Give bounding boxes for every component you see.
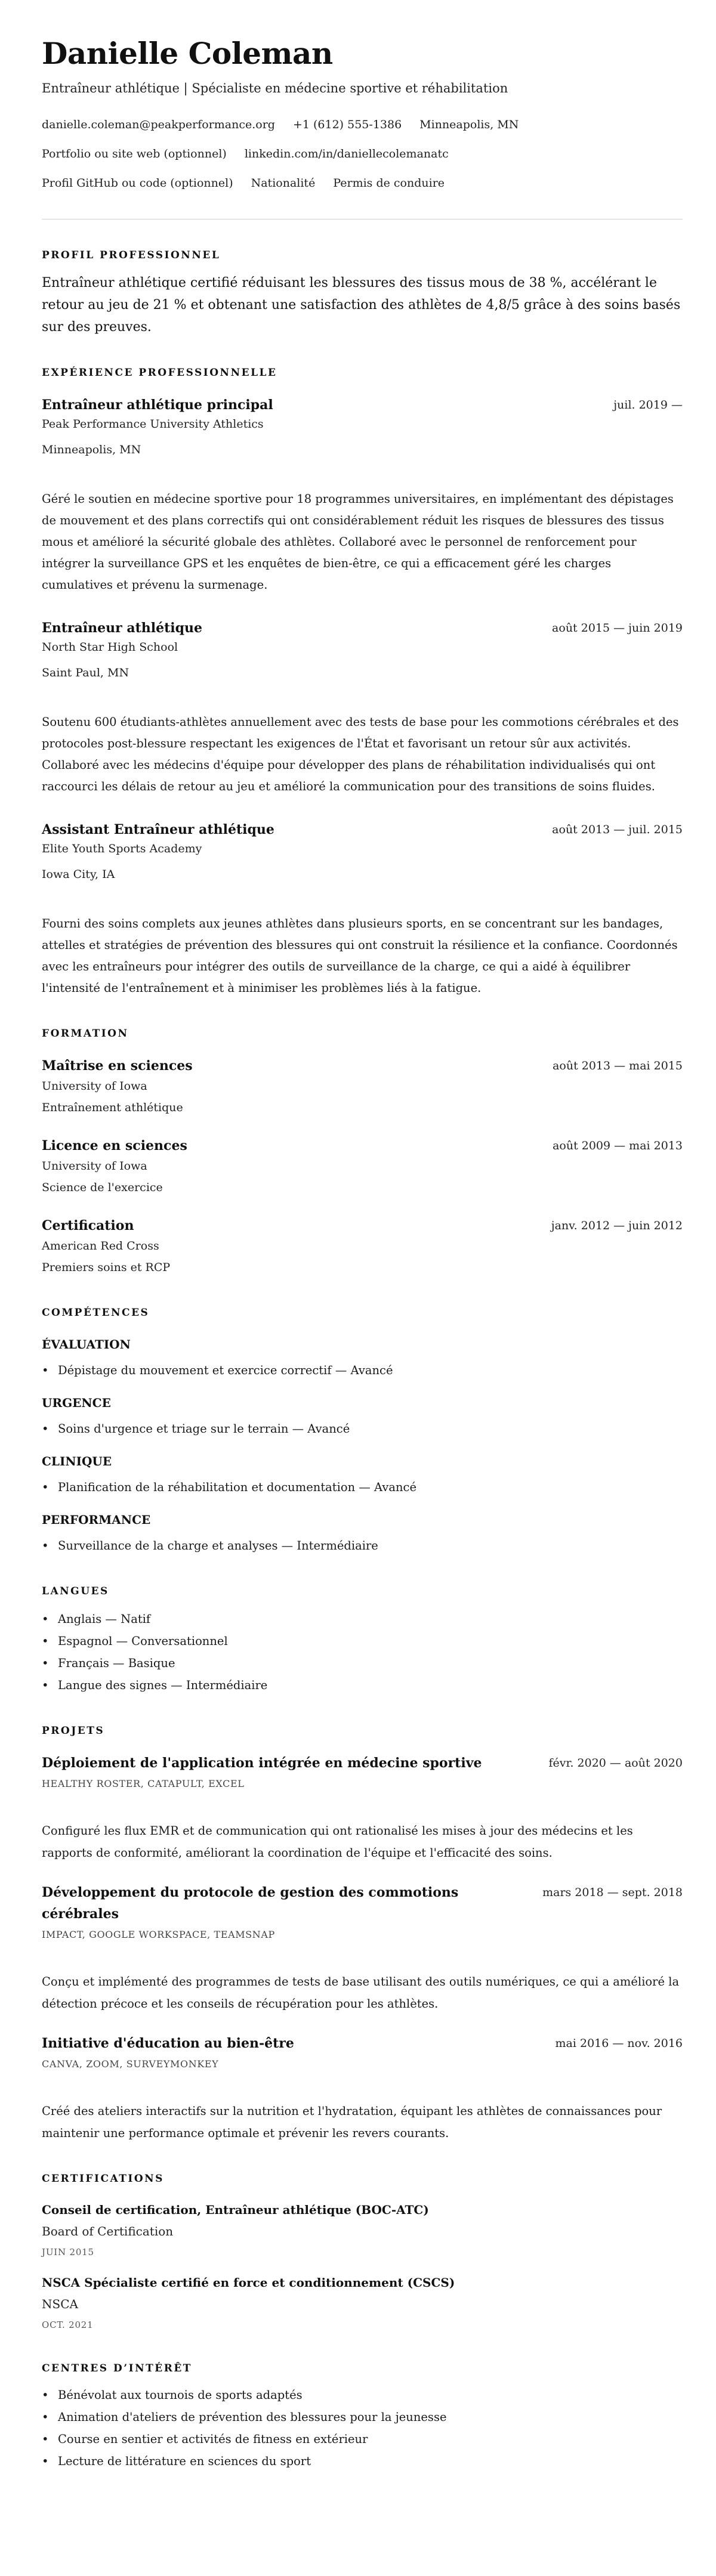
project-title: Initiative d'éducation au bien-être [42,2036,294,2051]
project-entry [42,1752,683,1864]
contact-info [42,117,683,190]
driving-license: Permis de conduire [333,177,445,190]
skill-item: • Planification de la réhabilitation et documentation — Avancé [42,1477,683,1498]
certification-entry [42,2274,683,2334]
job-entry [42,395,683,596]
certification-title: NSCA Spécialiste certifié en force et conditionnement (CSCS) [42,2275,455,2290]
company-name: Elite Youth Sports Academy [42,842,202,855]
interest-item: • Lecture de littérature en sciences du sport [42,2450,683,2472]
section-heading: PROJETS [42,1725,105,1737]
certification-title: Conseil de certification, Entraîneur athlétique (BOC-ATC) [42,2203,429,2217]
summary-text: Entraîneur athlétique certifié réduisant les blessures des tissus mous de 38 %, accélérant le retour au jeu de 21 % et obtenant une satisfaction des athlètes de 4,8/5 grâce à des soins basés sur des preuves. [42,276,681,335]
project-dates: mars 2018 — sept. 2018 [542,1886,683,1899]
degree: Maîtrise en sciences [42,1058,193,1074]
job-dates: août 2015 — juin 2019 [552,621,683,635]
project-tools: CANVA, ZOOM, SURVEYMONKEY [42,2058,219,2070]
location: Minneapolis, MN [419,118,519,131]
job-location: Iowa City, IA [42,868,115,881]
section-heading: CERTIFICATIONS [42,2173,164,2185]
candidate-headline: Entraîneur athlétique | Spécialiste en médecine sportive et réhabilitation [42,81,508,95]
field-of-study: Entraînement athlétique [42,1101,183,1114]
section-heading: FORMATION [42,1028,129,1040]
certification-date: JUIN 2015 [42,2247,94,2258]
certification-issuer: NSCA [42,2297,78,2311]
email-link[interactable]: danielle.coleman@peakperformance.org [42,118,275,131]
field-of-study: Science de l'exercice [42,1181,163,1194]
skill-item: • Surveillance de la charge et analyses — Intermédiaire [42,1535,683,1557]
project-title: Déploiement de l'application intégrée en médecine sportive [42,1755,482,1771]
education-entry [42,1136,683,1198]
skill-group-title: URGENCE [42,1396,111,1410]
project-tools: IMPACT, GOOGLE WORKSPACE, TEAMSNAP [42,1929,275,1940]
job-title: Entraîneur athlétique [42,620,203,636]
skill-list [42,1535,683,1557]
language-item: • Espagnol — Conversationnel [42,1630,683,1652]
project-entry [42,2033,683,2144]
language-item: • Langue des signes — Intermédiaire [42,1674,683,1696]
school: University of Iowa [42,1080,147,1093]
interests-section [42,2362,683,2472]
project-tools: HEALTHY ROSTER, CATAPULT, EXCEL [42,1778,245,1789]
education-entry [42,1216,683,1278]
project-description: Conçu et implémenté des programmes de tests de base utilisant des outils numériques, ce qui a amélioré la détection précoce et les conseils de récupération pour les athlètes. [42,1975,680,2011]
section-heading: LANGUES [42,1585,109,1597]
projects-section [42,1725,683,2144]
interest-item: • Animation d'ateliers de prévention des blessures pour la jeunesse [42,2406,683,2428]
interests-list [42,2384,683,2472]
interest-item: • Bénévolat aux tournois de sports adaptés [42,2384,683,2406]
skill-group-title: CLINIQUE [42,1454,112,1468]
project-dates: févr. 2020 — août 2020 [548,1756,683,1770]
job-description: Géré le soutien en médecine sportive pour 18 programmes universitaires, en implémentant des dépistages de mouvement et des plans correctifs qui ont considérablement réduit les risques de blessures des tissus mous et amélioré la sécurité globale des athlètes. Collaboré avec le personnel de renforcement pour intégrer la surveillance GPS et les enquêtes de bien-être, ce qui a efficacement géré les charges cumulatives et prévenu la surmenage. [42,492,674,592]
education-dates: janv. 2012 — juin 2012 [551,1219,683,1232]
education-dates: août 2009 — mai 2013 [553,1139,683,1152]
certification-entry [42,2201,683,2261]
field-of-study: Premiers soins et RCP [42,1261,171,1274]
language-list [42,1608,683,1696]
project-dates: mai 2016 — nov. 2016 [555,2037,683,2050]
education-section [42,1028,683,1278]
job-location: Saint Paul, MN [42,666,129,679]
project-title: Développement du protocole de gestion des commotions cérébrales [42,1885,459,1922]
job-dates: août 2013 — juil. 2015 [552,823,683,836]
job-description: Fourni des soins complets aux jeunes athlètes dans plusieurs sports, en se concentrant sur les bandages, attelles et stratégies de prévention des blessures qui ont construit la résilience et la confiance. Coordonnés avec les entraîneurs pour intégrer des outils de surveillance de la charge, ce qui a aidé à équilibrer l'intensité de l'entraînement et à minimiser les problèmes liés à la fatigue. [42,917,678,995]
school: American Red Cross [42,1239,159,1253]
section-heading: COMPÉTENCES [42,1307,150,1319]
job-location: Minneapolis, MN [42,443,141,456]
section-heading: PROFIL PROFESSIONNEL [42,249,221,261]
language-item: • Anglais — Natif [42,1608,683,1630]
job-dates: juil. 2019 — [613,398,683,412]
skill-list [42,1360,683,1381]
skills-section [42,1307,683,1557]
resume-header [42,33,683,190]
company-name: Peak Performance University Athletics [42,418,264,431]
degree: Certification [42,1218,134,1233]
summary-section [42,249,683,338]
section-heading: EXPÉRIENCE PROFESSIONNELLE [42,367,277,379]
languages-section [42,1585,683,1696]
section-heading: CENTRES D’INTÉRÊT [42,2362,192,2374]
language-item: • Français — Basique [42,1652,683,1674]
portfolio-link[interactable]: Portfolio ou site web (optionnel) [42,147,227,160]
contact-row [42,176,683,190]
degree: Licence en sciences [42,1138,187,1154]
certifications-section [42,2173,683,2334]
contact-row [42,117,683,132]
skill-group-title: PERFORMANCE [42,1513,151,1527]
skill-list [42,1477,683,1498]
job-entry [42,619,683,797]
project-description: Créé des ateliers interactifs sur la nutrition et l'hydratation, équipant les athlètes de connaissances pour maintenir une performance optimale et prévenir les revers courants. [42,2104,662,2140]
phone-number[interactable]: +1 (612) 555-1386 [292,118,402,131]
interest-item: • Course en sentier et activités de fitness en extérieur [42,2428,683,2450]
experience-section [42,367,683,999]
project-description: Configuré les flux EMR et de communication qui ont rationalisé les mises à jour des médecins et les rapports de conformité, améliorant la coordination de l'équipe et l'efficacité des soins. [42,1824,633,1860]
company-name: North Star High School [42,641,178,654]
education-entry [42,1056,683,1118]
candidate-name: Danielle Coleman [42,36,333,71]
job-title: Assistant Entraîneur athlétique [42,822,274,837]
job-description: Soutenu 600 étudiants-athlètes annuellement avec des tests de base pour les commotions cérébrales et des protocoles post-blessure respectant les exigences de l'État et favorisant un retour sûr aux activités. Collaboré avec les médecins d'équipe pour développer des plans de réhabilitation individualisés qui ont raccourci les délais de retour au jeu et amélioré la communication pour des transitions de soins fluides. [42,715,679,793]
github-link[interactable]: Profil GitHub ou code (optionnel) [42,177,233,190]
school: University of Iowa [42,1159,147,1173]
nationality: Nationalité [251,177,316,190]
skill-group-title: ÉVALUATION [42,1337,131,1352]
skill-list [42,1418,683,1440]
skill-item: • Soins d'urgence et triage sur le terrain — Avancé [42,1418,683,1440]
certification-issuer: Board of Certification [42,2224,174,2238]
project-entry [42,1882,683,2015]
certification-date: OCT. 2021 [42,2320,94,2330]
linkedin-link[interactable]: linkedin.com/in/daniellecolemanatc [244,147,449,160]
job-title: Entraîneur athlétique principal [42,397,273,413]
job-entry [42,820,683,999]
contact-row [42,147,683,161]
skill-item: • Dépistage du mouvement et exercice correctif — Avancé [42,1360,683,1381]
education-dates: août 2013 — mai 2015 [553,1059,683,1072]
